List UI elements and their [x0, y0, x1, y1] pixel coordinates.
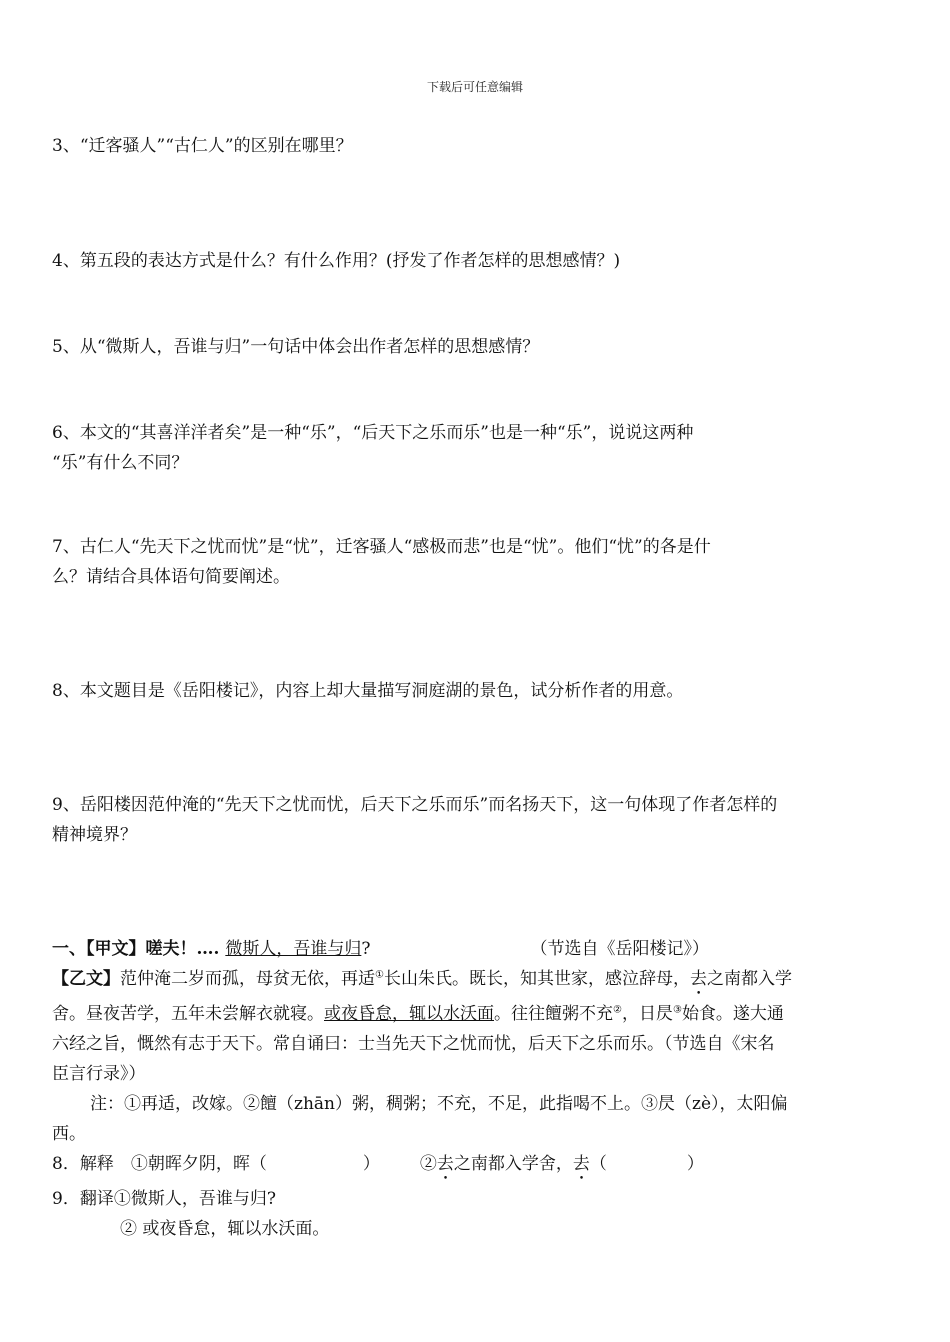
q8-paren: ）: [362, 1154, 380, 1174]
question-7-line-1: 7、古仁人“先天下之忧而忧”是“忧”，迁客骚人“感极而悲”也是“忧”。他们“忧”的各是什: [52, 537, 711, 557]
question-9: [52, 790, 902, 850]
reading-section: [52, 934, 902, 1244]
yi-text-part: 。往往饘粥不充: [494, 1004, 613, 1024]
yi-text-part: 始食。遂大通: [681, 1004, 784, 1024]
note-2-marker: ②: [613, 1004, 622, 1016]
jia-source: （节选自《岳阳楼记》）: [530, 939, 709, 959]
yi-underlined-text: 或夜昏怠，辄以水沃面: [324, 1004, 494, 1024]
q8-paren: ）: [686, 1154, 704, 1174]
question-9-line-2: 精神境界？: [52, 825, 137, 845]
q8-prefix: 8．解释 ①朝晖夕阴，晖（: [52, 1154, 267, 1174]
note-1-marker: ①: [375, 969, 384, 981]
yi-text-line-3: 六经之旨，慨然有志于天下。常自诵曰：士当先天下之忧而忧，后天下之乐而乐。（节选自《宋名: [52, 1034, 775, 1054]
question-7-line-2: 么？请结合具体语句简要阐述。: [52, 567, 290, 587]
question-6-line-1: 6、本文的“其喜洋洋者矣”是一种“乐”，“后天下之乐而乐”也是一种“乐”，说说这两种: [52, 423, 694, 443]
jia-text-line: [52, 934, 902, 964]
page-header: 下载后可任意编辑: [426, 80, 523, 94]
notes-line-1: 注：①再适，改嫁。②饘（zhān）粥，稠粥；不充，不足，此指喝不上。③昃（zè），太阳偏: [90, 1094, 788, 1114]
yi-text-part: 舍。昼夜苦学，五年未尝解衣就寝。: [52, 1004, 324, 1024]
question-5: 5、从“微斯人，吾谁与归”一句话中体会出作者怎样的思想感情？: [52, 337, 540, 357]
jia-question-mark: ?: [361, 939, 371, 959]
emphasized-char-qu: 去: [436, 1154, 454, 1174]
question-8-explain: [52, 1149, 902, 1184]
q8-paren: （: [589, 1154, 607, 1174]
question-9-line-1: 9、岳阳楼因范仲淹的“先天下之忧而忧，后天下之乐而乐”而名扬天下，这一句体现了作者怎样的: [52, 795, 778, 815]
question-7: [52, 532, 902, 592]
question-6: [52, 418, 902, 478]
note-3-marker: ③: [672, 1004, 682, 1016]
yi-text-line-2: [52, 999, 902, 1029]
emphasized-char-qu: 去: [572, 1154, 590, 1174]
question-8: 8、本文题目是《岳阳楼记》，内容上却大量描写洞庭湖的景色，试分析作者的用意。: [52, 681, 684, 701]
yi-text-line-4: 臣言行录》）: [52, 1064, 146, 1084]
question-3: 3、“迁客骚人”“古仁人”的区别在哪里？: [52, 136, 353, 156]
question-9-translate-line-1: 9．翻译①微斯人，吾谁与归?: [52, 1189, 276, 1209]
yi-text-part: 范仲淹二岁而孤，母贫无依，再适: [120, 969, 375, 989]
q8-marker: ②: [419, 1154, 437, 1174]
yi-text-part: 长山朱氏。既长，知其世家，感泣辞母，: [383, 969, 690, 989]
yi-text-line-1: [52, 964, 902, 999]
question-6-line-2: “乐”有什么不同？: [52, 453, 189, 473]
jia-prefix: 一、【甲文】嗟夫！….: [52, 939, 226, 959]
question-4: 4、第五段的表达方式是什么？有什么作用？(抒发了作者怎样的思想感情？): [52, 251, 621, 271]
yi-label: 【乙文】: [52, 969, 120, 989]
yi-text-part: ，日昃: [621, 1004, 673, 1024]
jia-underlined-text: 微斯人，吾谁与归: [225, 939, 362, 959]
question-9-translate-line-2: ② 或夜昏怠，辄以水沃面。: [120, 1219, 330, 1239]
yi-text-part: 之南都入学: [706, 969, 792, 989]
notes-line-2: 西。: [52, 1124, 86, 1144]
q8-text: 之南都入学舍，: [453, 1154, 573, 1174]
emphasized-char-qu: 去: [689, 969, 707, 989]
